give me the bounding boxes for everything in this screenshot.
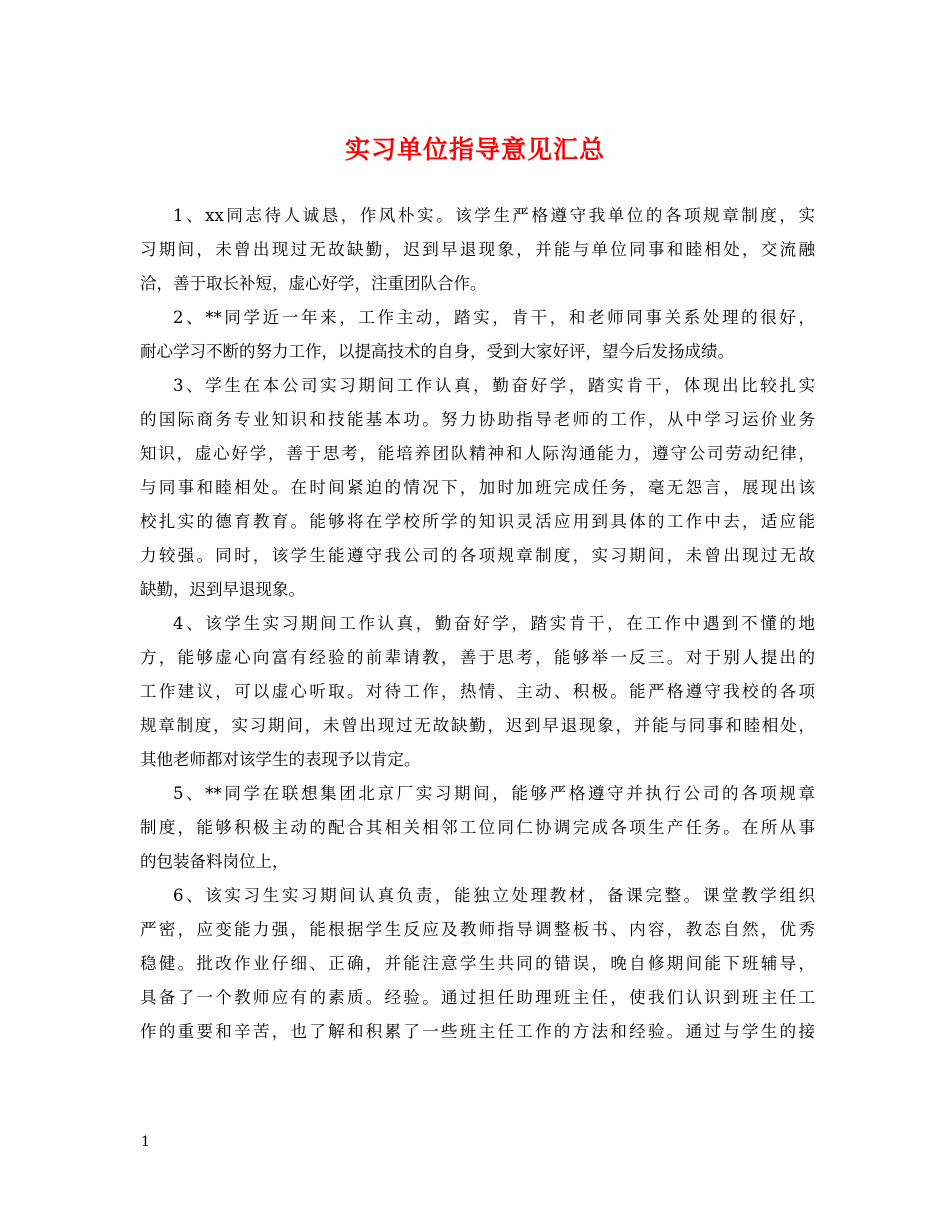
paragraph-line: 具备了一个教师应有的素质。经验。通过担任助理班主任，使我们认识到班主任工 bbox=[140, 988, 815, 1007]
paragraph-1 bbox=[140, 199, 815, 301]
paragraph-line: 6、该实习生实习期间认真负责，能独立处理教材，备课完整。课堂教学组织 bbox=[173, 886, 815, 905]
paragraph-line: 5、**同学在联想集团北京厂实习期间，能够严格遵守并执行公司的各项规章 bbox=[173, 784, 815, 803]
paragraph-5 bbox=[140, 777, 815, 879]
paragraph-line: 4、该学生实习期间工作认真，勤奋好学，踏实肯干，在工作中遇到不懂的地 bbox=[173, 614, 815, 633]
paragraph-line: 1、xx同志待人诚恳，作风朴实。该学生严格遵守我单位的各项规章制度，实 bbox=[173, 206, 815, 225]
paragraph-line: 规章制度，实习期间，未曾出现过无故缺勤，迟到早退现象，并能与同事和睦相处， bbox=[140, 716, 815, 735]
paragraph-line: 方，能够虚心向富有经验的前辈请教，善于思考，能够举一反三。对于别人提出的 bbox=[140, 648, 815, 667]
paragraph-line: 的包装备料岗位上， bbox=[140, 852, 289, 871]
paragraph-line: 缺勤，迟到早退现象。 bbox=[140, 580, 305, 599]
paragraph-line: 2、**同学近一年来，工作主动，踏实，肯干，和老师同事关系处理的很好， bbox=[173, 308, 815, 327]
paragraph-3 bbox=[140, 369, 815, 607]
paragraph-line: 力较强。同时，该学生能遵守我公司的各项规章制度，实习期间，未曾出现过无故 bbox=[140, 546, 815, 565]
page-number: 1 bbox=[141, 1134, 150, 1150]
document-title: 实习单位指导意见汇总 bbox=[344, 135, 605, 164]
paragraph-line: 制度，能够积极主动的配合其相关相邻工位同仁协调完成各项生产任务。在所从事 bbox=[140, 818, 815, 837]
paragraph-line: 其他老师都对该学生的表现予以肯定。 bbox=[140, 750, 421, 769]
paragraph-line: 的国际商务专业知识和技能基本功。努力协助指导老师的工作，从中学习运价业务 bbox=[140, 410, 815, 429]
paragraph-line: 与同事和睦相处。在时间紧迫的情况下，加时加班完成任务，毫无怨言，展现出该 bbox=[140, 478, 815, 497]
paragraph-line: 严密，应变能力强，能根据学生反应及教师指导调整板书、内容，教态自然，优秀 bbox=[140, 920, 815, 939]
paragraph-line: 校扎实的德育教育。能够将在学校所学的知识灵活应用到具体的工作中去，适应能 bbox=[140, 512, 815, 531]
paragraph-6 bbox=[140, 879, 815, 1049]
paragraph-line: 作的重要和辛苦，也了解和积累了一些班主任工作的方法和经验。通过与学生的接 bbox=[140, 1022, 815, 1041]
paragraph-line: 耐心学习不断的努力工作，以提高技术的自身，受到大家好评，望今后发扬成绩。 bbox=[140, 342, 734, 361]
document-body bbox=[140, 199, 815, 1049]
paragraph-line: 知识，虚心好学，善于思考，能培养团队精神和人际沟通能力，遵守公司劳动纪律， bbox=[140, 444, 815, 463]
paragraph-line: 洽，善于取长补短，虚心好学，注重团队合作。 bbox=[140, 274, 487, 293]
paragraph-4 bbox=[140, 607, 815, 777]
paragraph-line: 工作建议，可以虚心听取。对待工作，热情、主动、积极。能严格遵守我校的各项 bbox=[140, 682, 815, 701]
paragraph-line: 稳健。批改作业仔细、正确，并能注意学生共同的错误，晚自修期间能下班辅导， bbox=[140, 954, 815, 973]
paragraph-line: 3、学生在本公司实习期间工作认真，勤奋好学，踏实肯干，体现出比较扎实 bbox=[173, 376, 815, 395]
paragraph-2 bbox=[140, 301, 815, 369]
paragraph-line: 习期间，未曾出现过无故缺勤，迟到早退现象，并能与单位同事和睦相处，交流融 bbox=[140, 240, 815, 259]
